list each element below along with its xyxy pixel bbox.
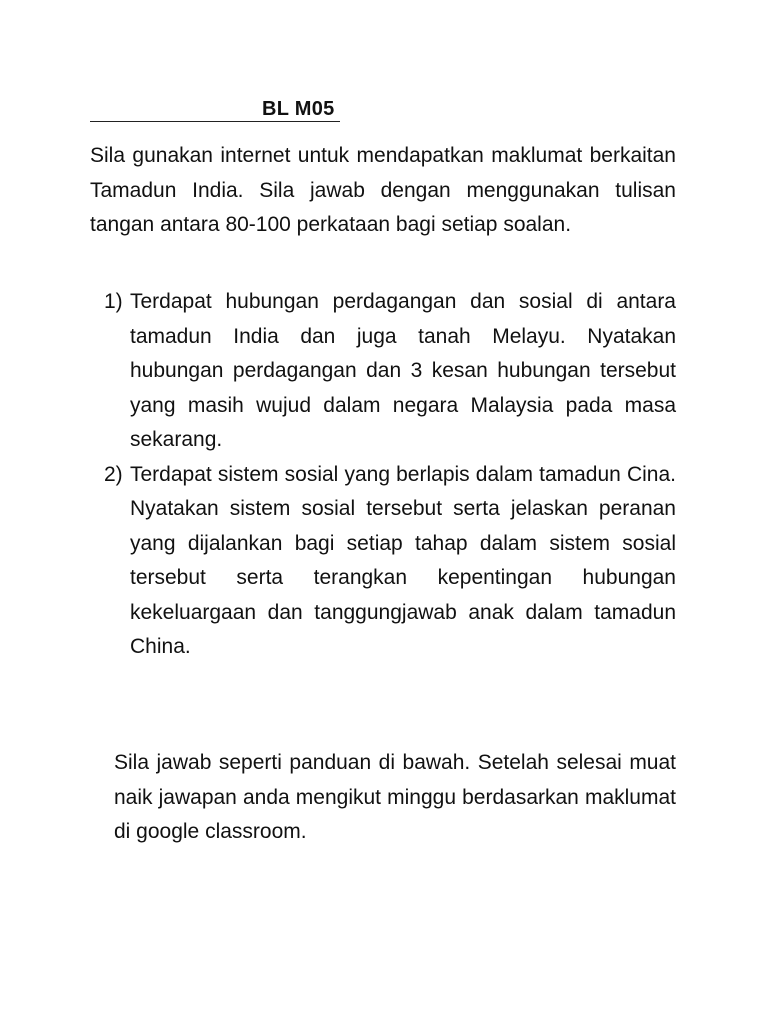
document-title: BL M05 [262, 98, 335, 120]
question-item [90, 458, 676, 665]
question-number: 2) [104, 462, 123, 486]
submission-note: Sila jawab seperti panduan di bawah. Setelah selesai muat naik jawapan anda mengikut minggu berdasarkan maklumat di google classroom. [114, 751, 676, 843]
question-list [90, 285, 676, 665]
title-underline [90, 121, 340, 122]
question-item [90, 285, 676, 458]
instructions-paragraph: Sila gunakan internet untuk mendapatkan maklumat berkaitan Tamadun India. Sila jawab dengan menggunakan tulisan tangan antara 80-100 perkataan bagi setiap soalan. [90, 144, 676, 236]
question-text: Terdapat hubungan perdagangan dan sosial di antara tamadun India dan juga tanah Melayu. Nyatakan hubungan perdagangan dan 3 kesan hubungan tersebut yang masih wujud dalam negara Malaysia pada masa sekarang. [130, 290, 676, 451]
question-number: 1) [104, 290, 123, 313]
question-text: Terdapat sistem sosial yang berlapis dalam tamadun Cina. Nyatakan sistem sosial tersebut serta jelaskan peranan yang dijalankan bagi setiap tahap dalam sistem sosial tersebut serta terangkan kepentingan hubungan kekeluargaan dan tanggungjawab anak dalam tamadun China. [130, 462, 676, 658]
